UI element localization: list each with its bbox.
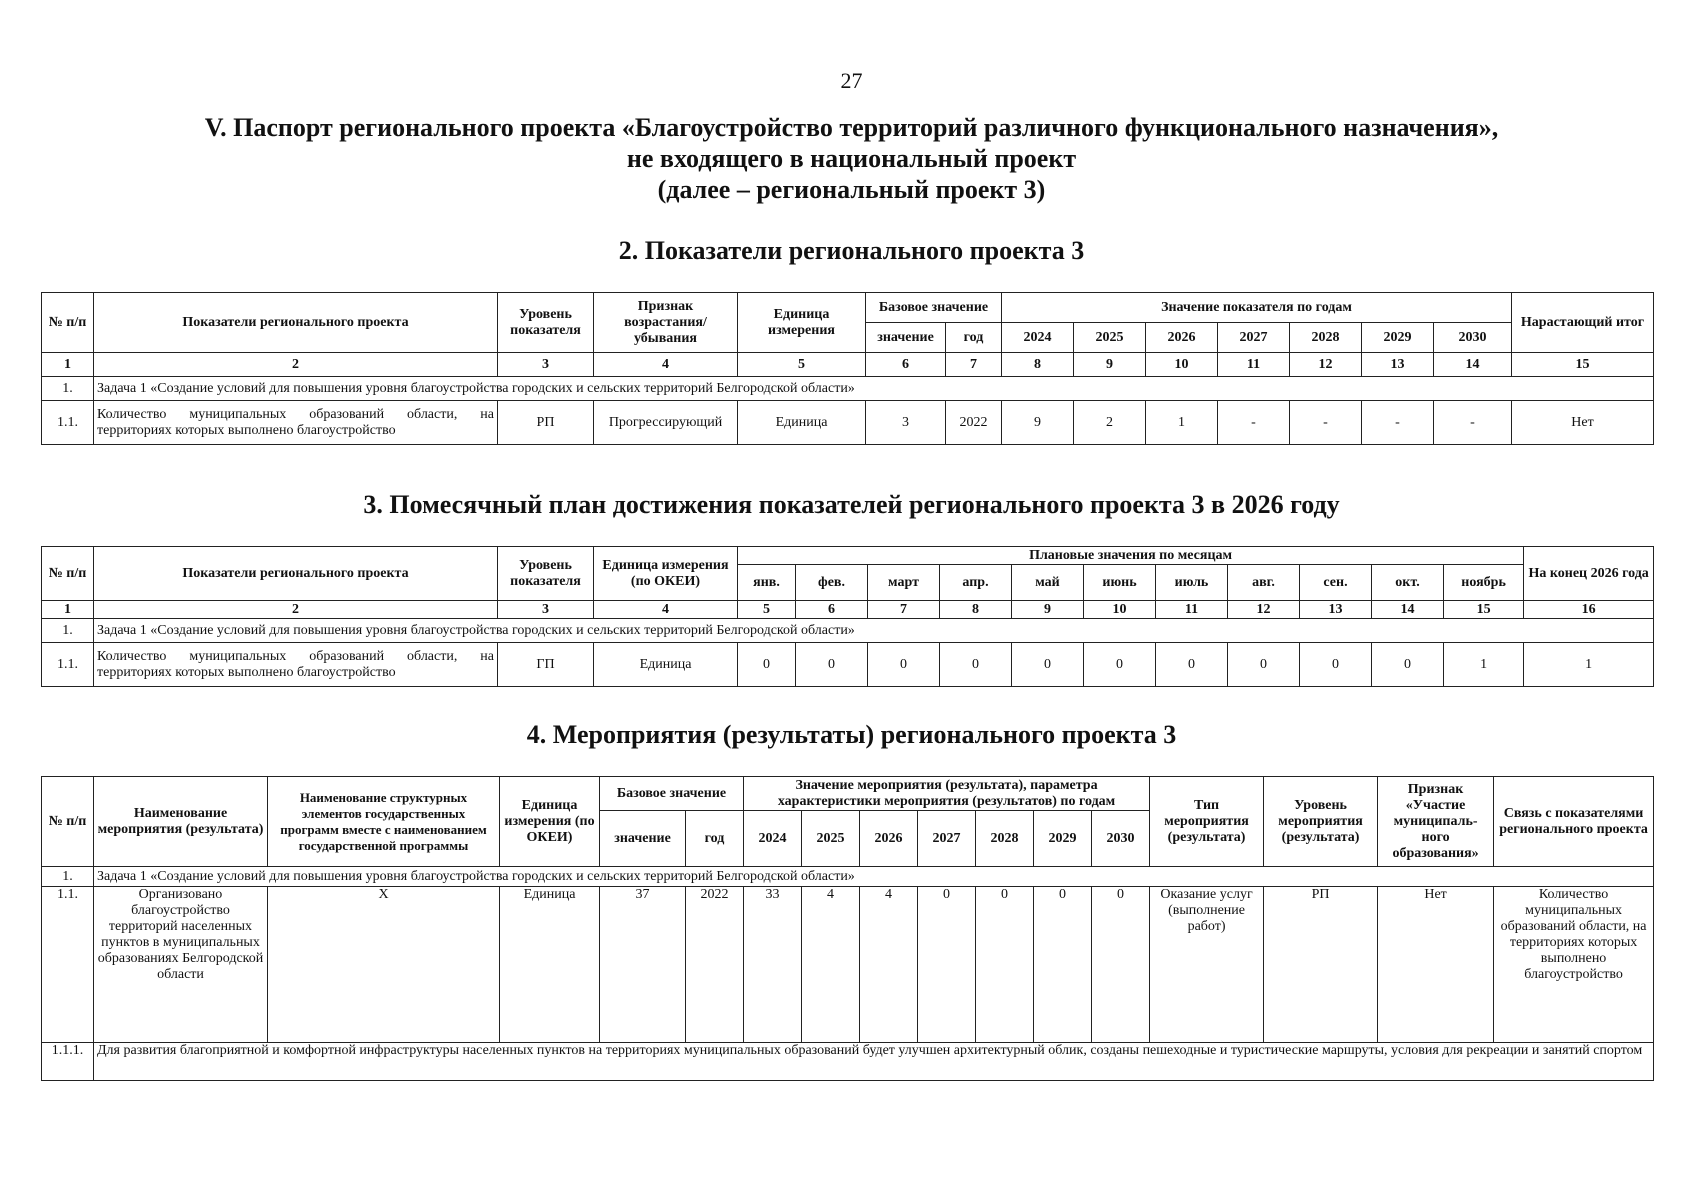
activity-level: РП — [1264, 887, 1378, 1043]
sub-activity-row — [42, 1043, 1654, 1081]
col-header-total: Нарастающий итог — [1512, 293, 1654, 353]
indicator-name: Количество муниципальных образований области, на территориях которых выполнено благоустройство — [94, 643, 498, 687]
cumulative-total: Нет — [1512, 401, 1654, 445]
month-value: 1 — [1444, 643, 1524, 687]
year-header: 2030 — [1434, 323, 1512, 353]
column-number-row — [42, 353, 1654, 377]
col-header-sign: Признак возрастания/ убывания — [594, 293, 738, 353]
column-number: 11 — [1218, 353, 1290, 377]
monthly-plan-table — [41, 546, 1654, 687]
col-header-structural-elements: Наименование структурных элементов государственных программ вместе с наименованием государственной программы — [268, 777, 500, 867]
page-number: 27 — [840, 68, 863, 93]
indicator-unit: Единица — [738, 401, 866, 445]
column-number-row — [42, 601, 1654, 619]
column-number: 9 — [1074, 353, 1146, 377]
col-header-number: № п/п — [42, 547, 94, 601]
col-header-activity: Наименование мероприятия (результата) — [94, 777, 268, 867]
section-4-heading: 4. Мероприятия (результаты) регионального проекта 3 — [526, 720, 1177, 749]
activity-type: Оказание услуг (выполнение работ) — [1150, 887, 1264, 1043]
document-title-line-3: (далее – региональный проект 3) — [657, 175, 1046, 204]
base-value: 3 — [866, 401, 946, 445]
indicator-level: РП — [498, 401, 594, 445]
task-row — [42, 867, 1654, 887]
task-row — [42, 377, 1654, 401]
col-header-indicator-link: Связь с показателями регионального проекта — [1494, 777, 1654, 867]
column-number: 2 — [94, 353, 498, 377]
column-number: 10 — [1146, 353, 1218, 377]
year-header: 2029 — [1362, 323, 1434, 353]
section-2-heading: 2. Показатели регионального проекта 3 — [618, 236, 1085, 265]
col-header-indicator: Показатели регионального проекта — [94, 293, 498, 353]
column-number: 9 — [1012, 601, 1084, 619]
year-header: 2026 — [1146, 323, 1218, 353]
year-value: 4 — [802, 887, 860, 1043]
base-year: 2022 — [946, 401, 1002, 445]
task-number: 1. — [42, 619, 94, 643]
column-number: 8 — [1002, 353, 1074, 377]
column-number: 6 — [866, 353, 946, 377]
col-header-base-year: год — [946, 323, 1002, 353]
col-header-number: № п/п — [42, 777, 94, 867]
year-value: - — [1290, 401, 1362, 445]
column-number: 6 — [796, 601, 868, 619]
municipal-participation: Нет — [1378, 887, 1494, 1043]
month-value: 0 — [1300, 643, 1372, 687]
task-text: Задача 1 «Создание условий для повышения уровня благоустройства городских и сельских территорий Белгородской области» — [94, 867, 1654, 887]
task-text: Задача 1 «Создание условий для повышения уровня благоустройства городских и сельских территорий Белгородской области» — [94, 619, 1654, 643]
col-header-level: Уровень показателя — [498, 293, 594, 353]
col-header-year-end: На конец 2026 года — [1524, 547, 1654, 601]
task-number: 1. — [42, 377, 94, 401]
col-header-years: Значение мероприятия (результата), параметра характеристики мероприятия (результатов) по годам — [744, 777, 1150, 811]
col-header-unit: Единица измерения (по ОКЕИ) — [500, 777, 600, 867]
year-header: 2025 — [802, 811, 860, 867]
col-header-base-value: значение — [866, 323, 946, 353]
col-header-municipal-participation: Признак «Участие муниципаль-ного образования» — [1378, 777, 1494, 867]
column-number: 12 — [1228, 601, 1300, 619]
activity-unit: Единица — [500, 887, 600, 1043]
year-value: - — [1218, 401, 1290, 445]
column-number: 13 — [1300, 601, 1372, 619]
col-header-type: Тип мероприятия (результата) — [1150, 777, 1264, 867]
year-header: 2027 — [1218, 323, 1290, 353]
col-header-unit: Единица измерения — [738, 293, 866, 353]
month-header: ноябрь — [1444, 565, 1524, 601]
structural-element: Х — [268, 887, 500, 1043]
activity-row — [42, 887, 1654, 1043]
column-number: 3 — [498, 353, 594, 377]
year-header: 2029 — [1034, 811, 1092, 867]
column-number: 1 — [42, 601, 94, 619]
document-title-line-1: V. Паспорт регионального проекта «Благоустройство территорий различного функционального назначения», — [204, 113, 1499, 142]
year-value: 33 — [744, 887, 802, 1043]
month-value: 0 — [1372, 643, 1444, 687]
column-number: 15 — [1512, 353, 1654, 377]
column-number: 3 — [498, 601, 594, 619]
year-header: 2024 — [1002, 323, 1074, 353]
year-value: - — [1362, 401, 1434, 445]
col-header-base: Базовое значение — [866, 293, 1002, 323]
row-number: 1.1. — [42, 887, 94, 1043]
col-header-level: Уровень показателя — [498, 547, 594, 601]
year-header: 2026 — [860, 811, 918, 867]
col-header-months: Плановые значения по месяцам — [738, 547, 1524, 565]
column-number: 10 — [1084, 601, 1156, 619]
month-value: 0 — [868, 643, 940, 687]
task-text: Задача 1 «Создание условий для повышения уровня благоустройства городских и сельских территорий Белгородской области» — [94, 377, 1654, 401]
year-value: 9 — [1002, 401, 1074, 445]
year-value: 0 — [918, 887, 976, 1043]
year-header: 2025 — [1074, 323, 1146, 353]
col-header-number: № п/п — [42, 293, 94, 353]
indicator-unit: Единица — [594, 643, 738, 687]
document-title-line-2: не входящего в национальный проект — [626, 144, 1077, 173]
month-header: окт. — [1372, 565, 1444, 601]
month-header: май — [1012, 565, 1084, 601]
indicator-row — [42, 643, 1654, 687]
base-year: 2022 — [686, 887, 744, 1043]
column-number: 5 — [738, 601, 796, 619]
row-number: 1.1. — [42, 401, 94, 445]
indicator-name: Количество муниципальных образований области, на территориях которых выполнено благоустройство — [94, 401, 498, 445]
month-header: июнь — [1084, 565, 1156, 601]
column-number: 15 — [1444, 601, 1524, 619]
col-header-base-value: значение — [600, 811, 686, 867]
indicators-table — [41, 292, 1654, 445]
task-number: 1. — [42, 867, 94, 887]
month-header: июль — [1156, 565, 1228, 601]
column-number: 4 — [594, 601, 738, 619]
column-number: 14 — [1434, 353, 1512, 377]
month-value: 0 — [1156, 643, 1228, 687]
indicator-link: Количество муниципальных образований области, на территориях которых выполнено благоустройство — [1494, 887, 1654, 1043]
section-3-heading: 3. Помесячный план достижения показателей регионального проекта 3 в 2026 году — [363, 490, 1340, 519]
col-header-years: Значение показателя по годам — [1002, 293, 1512, 323]
column-number: 16 — [1524, 601, 1654, 619]
month-header: сен. — [1300, 565, 1372, 601]
col-header-base-year: год — [686, 811, 744, 867]
column-number: 2 — [94, 601, 498, 619]
month-value: 0 — [1012, 643, 1084, 687]
month-value: 0 — [1084, 643, 1156, 687]
month-header: янв. — [738, 565, 796, 601]
column-number: 4 — [594, 353, 738, 377]
column-number: 5 — [738, 353, 866, 377]
year-value: - — [1434, 401, 1512, 445]
year-header: 2027 — [918, 811, 976, 867]
row-number: 1.1. — [42, 643, 94, 687]
column-number: 11 — [1156, 601, 1228, 619]
col-header-indicator: Показатели регионального проекта — [94, 547, 498, 601]
row-number: 1.1.1. — [42, 1043, 94, 1081]
column-number: 13 — [1362, 353, 1434, 377]
month-header: фев. — [796, 565, 868, 601]
column-number: 1 — [42, 353, 94, 377]
col-header-base: Базовое значение — [600, 777, 744, 811]
col-header-unit: Единица измерения (по ОКЕИ) — [594, 547, 738, 601]
year-value: 0 — [1092, 887, 1150, 1043]
task-row — [42, 619, 1654, 643]
activity-name: Организовано благоустройство территорий населенных пунктов в муниципальных образованиях Белгородской области — [94, 887, 268, 1043]
col-header-level: Уровень мероприятия (результата) — [1264, 777, 1378, 867]
month-value: 0 — [1228, 643, 1300, 687]
year-value: 2 — [1074, 401, 1146, 445]
year-header: 2028 — [1290, 323, 1362, 353]
year-header: 2024 — [744, 811, 802, 867]
month-header: апр. — [940, 565, 1012, 601]
month-value: 0 — [738, 643, 796, 687]
year-header: 2030 — [1092, 811, 1150, 867]
activities-table — [41, 776, 1654, 1081]
sub-activity-text: Для развития благоприятной и комфортной инфраструктуры населенных пунктов на территориях муниципальных образований будет улучшен архитектурный облик, созданы пешеходные и туристические маршруты, условия для рекреации и занятий спортом — [94, 1043, 1654, 1081]
indicator-level: ГП — [498, 643, 594, 687]
base-value: 37 — [600, 887, 686, 1043]
month-value: 0 — [796, 643, 868, 687]
year-header: 2028 — [976, 811, 1034, 867]
column-number: 8 — [940, 601, 1012, 619]
indicator-sign: Прогрессирующий — [594, 401, 738, 445]
year-end-value: 1 — [1524, 643, 1654, 687]
year-value: 1 — [1146, 401, 1218, 445]
month-value: 0 — [940, 643, 1012, 687]
month-header: март — [868, 565, 940, 601]
indicator-row — [42, 401, 1654, 445]
column-number: 14 — [1372, 601, 1444, 619]
month-header: авг. — [1228, 565, 1300, 601]
column-number: 12 — [1290, 353, 1362, 377]
year-value: 0 — [1034, 887, 1092, 1043]
column-number: 7 — [946, 353, 1002, 377]
year-value: 4 — [860, 887, 918, 1043]
column-number: 7 — [868, 601, 940, 619]
year-value: 0 — [976, 887, 1034, 1043]
